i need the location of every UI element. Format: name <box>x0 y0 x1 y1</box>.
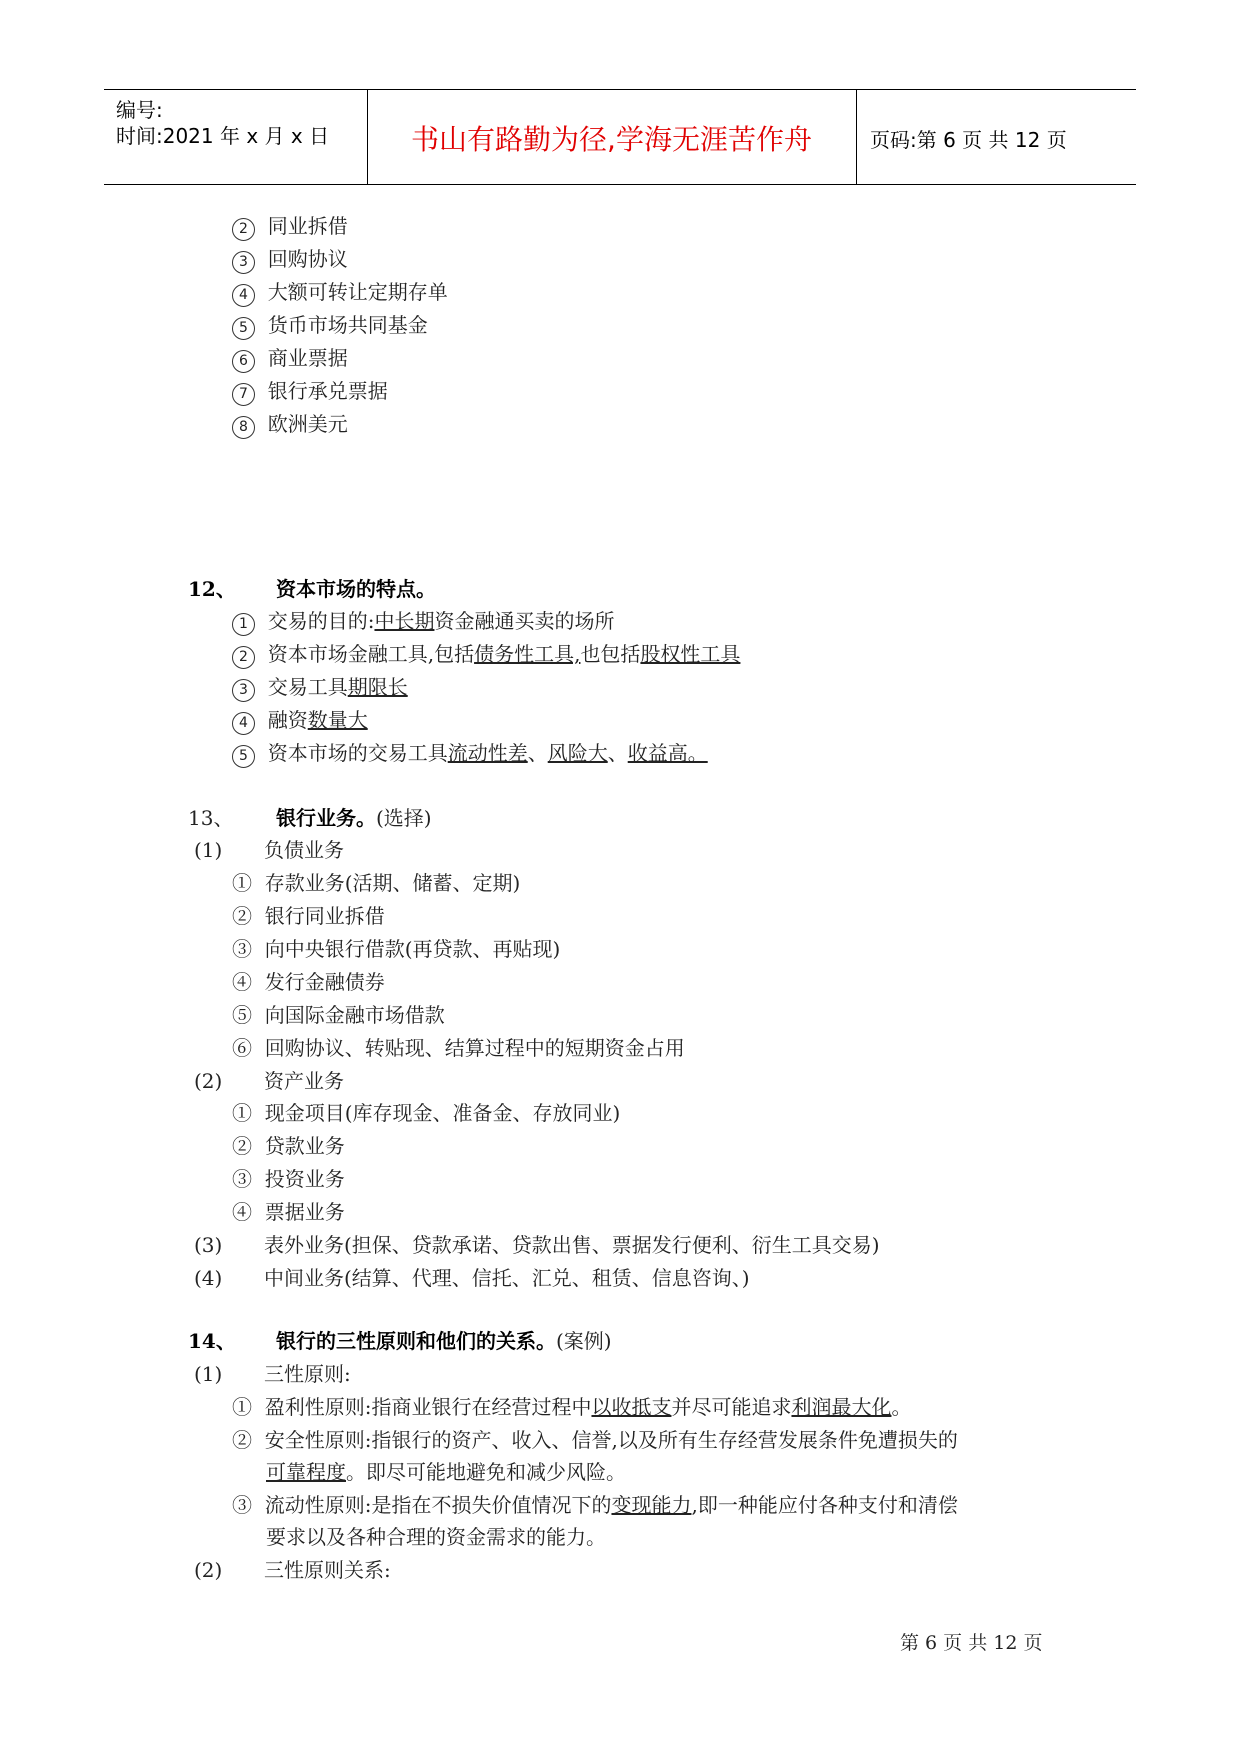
subsection-label: (3) <box>194 1233 223 1257</box>
list-item: ③ 流动性原则:是指在不损失价值情况下的变现能力,即一种能应付各种支付和清偿 <box>232 1493 958 1517</box>
list-item: 8 欧洲美元 <box>232 412 348 439</box>
list-item: ① 盈利性原则:指商业银行在经营过程中以收抵支并尽可能追求利润最大化。 <box>232 1395 912 1419</box>
header-time-label: 时间:2021 年 x 月 x 日 <box>116 124 330 148</box>
section-number: 13、 <box>188 806 234 830</box>
subsection-title: 负债业务 <box>264 838 344 862</box>
list-item: 5 货币市场共同基金 <box>232 313 428 340</box>
subsection-title: 表外业务(担保、贷款承诺、贷款出售、票据发行便利、衍生工具交易) <box>264 1233 880 1257</box>
list-item: ① 存款业务(活期、储蓄、定期) <box>232 871 521 895</box>
list-item: ① 现金项目(库存现金、准备金、存放同业) <box>232 1101 621 1125</box>
list-item-continuation: 可靠程度。即尽可能地避免和减少风险。 <box>266 1460 626 1484</box>
header-motto: 书山有路勤为径,学海无涯苦作舟 <box>411 123 812 156</box>
subsection-label: (4) <box>194 1266 223 1290</box>
subsection-title: 资产业务 <box>264 1069 344 1093</box>
list-item: ② 安全性原则:指银行的资产、收入、信誉,以及所有生存经营发展条件免遭损失的 <box>232 1428 958 1452</box>
subsection-label: (1) <box>194 1362 223 1386</box>
list-item: ② 贷款业务 <box>232 1134 345 1158</box>
list-item-continuation: 要求以及各种合理的资金需求的能力。 <box>266 1525 606 1549</box>
subsection-title: 三性原则关系: <box>264 1558 391 1582</box>
list-item: 3 回购协议 <box>232 247 348 274</box>
list-item: ③ 投资业务 <box>232 1167 345 1191</box>
list-item: 6 商业票据 <box>232 346 348 373</box>
subsection-label: (2) <box>194 1558 223 1582</box>
section-title: 银行的三性原则和他们的关系。(案例) <box>276 1329 612 1353</box>
list-item: 4 大额可转让定期存单 <box>232 280 448 307</box>
list-item: 7 银行承兑票据 <box>232 379 388 406</box>
section-number: 14、 <box>188 1329 236 1353</box>
list-item: ⑥ 回购协议、转贴现、结算过程中的短期资金占用 <box>232 1036 685 1060</box>
list-item: 4 融资数量大 <box>232 708 368 735</box>
list-item: ③ 向中央银行借款(再贷款、再贴现) <box>232 937 561 961</box>
list-item: 5 资本市场的交易工具流动性差、风险大、收益高。 <box>232 741 708 768</box>
list-item: ⑤ 向国际金融市场借款 <box>232 1003 445 1027</box>
list-item: 2 资本市场金融工具,包括债务性工具,也包括股权性工具 <box>232 642 740 669</box>
header-id-label: 编号: <box>116 98 163 122</box>
list-item: ④ 票据业务 <box>232 1200 345 1224</box>
list-item: ② 银行同业拆借 <box>232 904 385 928</box>
list-item: 2 同业拆借 <box>232 214 348 241</box>
header-divider <box>856 90 857 184</box>
subsection-title: 中间业务(结算、代理、信托、汇兑、租赁、信息咨询、) <box>264 1266 750 1290</box>
subsection-title: 三性原则: <box>264 1362 351 1386</box>
section-number: 12、 <box>188 577 236 601</box>
subsection-label: (1) <box>194 838 223 862</box>
list-item: ④ 发行金融债券 <box>232 970 385 994</box>
subsection-label: (2) <box>194 1069 223 1093</box>
header-page-label: 页码:第 6 页 共 12 页 <box>870 128 1067 152</box>
page-header <box>104 89 1136 185</box>
list-item: 3 交易工具期限长 <box>232 675 408 702</box>
page-footer: 第 6 页 共 12 页 <box>900 1632 1043 1654</box>
list-item: 1 交易的目的:中长期资金融通买卖的场所 <box>232 609 614 636</box>
section-title: 银行业务。(选择) <box>276 806 432 830</box>
section-title: 资本市场的特点。 <box>276 577 436 601</box>
